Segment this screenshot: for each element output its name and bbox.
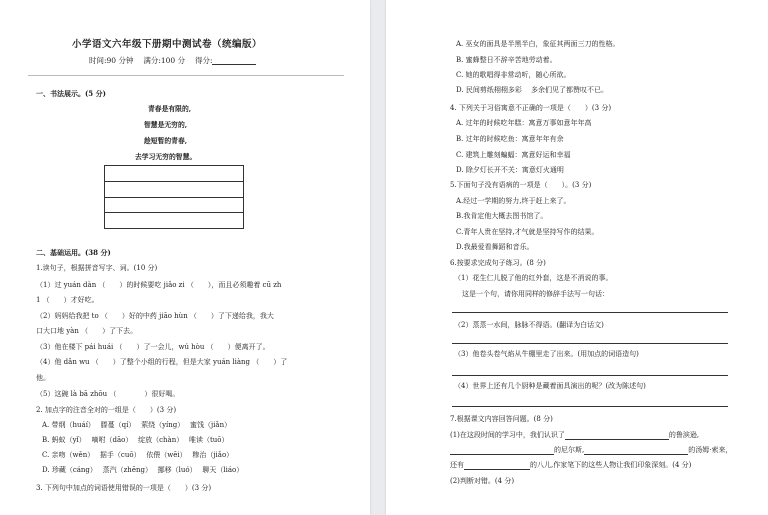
answer-line[interactable] xyxy=(452,375,728,376)
question-line: 口大口地 yàn （ ）了下去。 xyxy=(36,327,138,335)
option-line: D. 珍藏（cáng） 蒸汽（zhēng） 挪移（luó） 聊天（liáo） xyxy=(42,466,244,474)
calligraphy-writing-box[interactable] xyxy=(104,165,244,229)
answer-line[interactable] xyxy=(452,406,728,407)
fill-text: 的汤姆·索来， xyxy=(688,446,733,454)
header-divider xyxy=(28,75,344,76)
question-line: （3）他在楼下 pái huái （ ）了一会儿，wú hòu （ ）便离开了。 xyxy=(36,343,270,351)
fill-text: 还有 xyxy=(450,461,464,469)
answer-line[interactable] xyxy=(452,312,728,313)
section-1-heading: 一、书法展示。(5 分) xyxy=(36,89,106,98)
section-2-heading: 二、基础运用。(38 分) xyxy=(36,248,111,257)
question-line: 7.根据课文内容回答问题。(8 分) xyxy=(450,415,553,423)
question-line: （2）蒸蒸一水间，脉脉不得语。(翻译为白话文) xyxy=(454,321,604,329)
exam-title: 小学语文六年级下册期中测试卷（统编版） xyxy=(72,39,263,50)
fill-blank[interactable] xyxy=(565,431,669,440)
question-line: （4）世界上还有几个厨种是藏着面具演出的呢？(改为陈述句) xyxy=(454,382,646,390)
fill-blank[interactable] xyxy=(450,446,554,455)
question-line: （1）花生仁儿脱了他的红外套，这是不消说的事。 xyxy=(454,274,613,282)
fill-text: 的八儿,作家笔下的这些人物让我们印象深刻。(4 分) xyxy=(530,461,692,469)
option-line: A. 带纲（huáí） 滕蔓（qí） 萦绕（yíng） 蜜饯（jiǎn） xyxy=(42,421,232,429)
question-line: 2. 加点字的注音全对的一组是（ ）(3 分) xyxy=(36,406,177,414)
poem-line: 智慧是无穷的, xyxy=(144,121,188,129)
option-line: C. 她的歌唱得非常动听，随心所欲。 xyxy=(456,71,571,79)
fill-blank[interactable] xyxy=(464,461,530,470)
fill-text: 的鲁滨逊, xyxy=(668,431,700,439)
exam-meta-text: 时间:90 分钟 满分:100 分 得分: xyxy=(89,56,213,65)
question-line xyxy=(450,461,691,470)
option-line: C. 建筑上雕刻蝙蝠：寓意好运和幸福 xyxy=(456,151,571,159)
question-line: 3. 下列句中加点的词语使用错误的一项是（ ）(3 分) xyxy=(36,484,212,492)
option-line: B. 过年的时候吃鱼：寓意年年有余 xyxy=(456,135,564,143)
option-line: B. 蜜蜂整日不辞辛苦地劳动着。 xyxy=(456,56,557,64)
answer-line[interactable] xyxy=(452,343,728,344)
option-line: D. 除夕灯长开不关：寓意灯火通明 xyxy=(456,166,564,174)
option-line: B. 蚂蚁（yǐ） 嘀咐（dāo） 绽放（chàn） 唯读（tuō） xyxy=(42,436,229,444)
option-line: A.经过一学期的努力,终于赶上来了。 xyxy=(456,197,571,205)
question-line: (2)判断对错。(4 分) xyxy=(450,477,515,485)
question-line: 5.下面句子没有语病的一项是（ ）。(3 分) xyxy=(450,181,592,189)
fill-text: 的尼尔斯, xyxy=(554,446,585,454)
question-line: 他。 xyxy=(36,374,50,382)
question-line: （2）妈妈给我把 to （ ）好的中药 jiāo hùn （ ）了下递给我，我大 xyxy=(36,312,274,320)
option-line: A. 过年的时候吃年糕：寓意万事如意年年高 xyxy=(456,119,592,127)
option-line: C.青年人贵在坚持,才气就是坚持写作的结果。 xyxy=(456,228,599,236)
question-line: （5）这碗 là bā zhōu （ ）很好喝。 xyxy=(36,390,180,398)
question-line xyxy=(450,431,699,440)
option-line: D. 民间剪纸栩栩多彩 多余们见了都赞叹不已。 xyxy=(456,86,609,94)
option-line: D.我最爱看舞蹈和音乐。 xyxy=(456,243,534,251)
fill-text: (1)在这段时间的学习中，我们认识了 xyxy=(450,431,565,439)
exam-meta xyxy=(89,56,256,65)
question-line: 这是一个句，请你用同样的修辞手法写一句话： xyxy=(462,290,609,298)
question-line: 1.读句子，根据拼音写字、词。(10 分) xyxy=(36,264,158,272)
poem-line: 青春是有限的, xyxy=(148,105,192,113)
question-line: （1）过 yuán dàn （ ）的时候要吃 jiǎo zi （ ），而且必须趣着 cū zh xyxy=(36,281,282,289)
option-line: C. 亲吻（wěn） 据手（cuō） 依偎（wēi） 糁治（jiǎo） xyxy=(42,451,234,459)
question-line: （4）他 dǎn wu （ ）了整个小组的行程，但是大家 yuán liàng （ ）了 xyxy=(36,358,288,366)
poem-line: 去学习无穷的智慧。 xyxy=(135,153,197,161)
fill-blank[interactable] xyxy=(584,446,688,455)
question-line: 4. 下列关于习俗寓意不正确的一项是（ ）(3 分) xyxy=(450,104,612,112)
question-line: （3）他卷头卷气焰从牛棚里走了出来。(用加点的词语造句) xyxy=(454,350,639,358)
question-line: 6.按要求完成句子练习。(8 分) xyxy=(450,259,546,267)
question-line xyxy=(450,446,732,455)
score-blank[interactable] xyxy=(212,56,256,65)
poem-line: 趁短暂的青春, xyxy=(144,137,188,145)
right-page xyxy=(386,0,768,515)
option-line: A. 巫女的面具是半黑半白，象征其两面三刀的性格。 xyxy=(456,40,620,48)
option-line: B.我肯定他大概去图书馆了。 xyxy=(456,212,548,220)
left-page xyxy=(0,0,370,515)
question-line: 1 （ ）才好吃。 xyxy=(36,296,99,304)
